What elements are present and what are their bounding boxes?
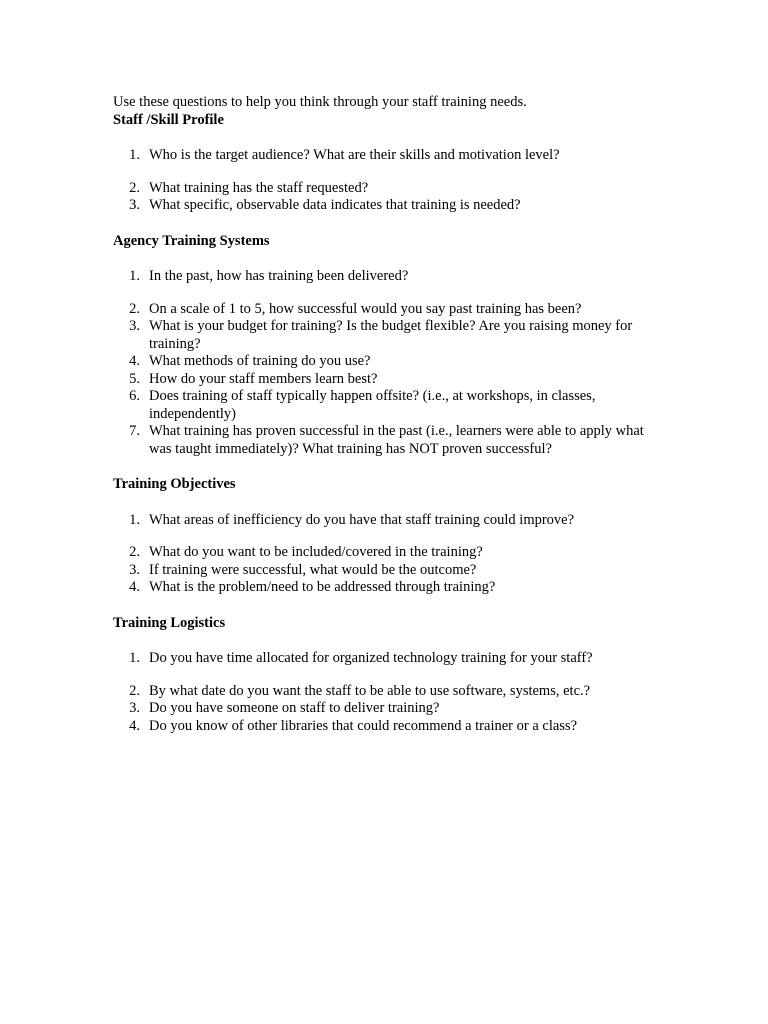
section-heading: Staff /Skill Profile: [113, 111, 224, 128]
list-number: 4.: [129, 579, 140, 595]
list-item: [113, 544, 653, 562]
list-item: [113, 512, 653, 530]
list-item: [113, 353, 653, 371]
list-number: 2.: [129, 179, 140, 196]
list-text: Do you have time allocated for organized technology training for your staff?: [149, 650, 593, 666]
list-number: 1.: [129, 147, 140, 163]
list-text: What do you want to be included/covered in the training?: [149, 544, 483, 560]
list-text: What methods of training do you use?: [149, 353, 371, 369]
list-item: [113, 423, 653, 458]
section-staff-skill-profile: [113, 112, 653, 215]
question-list: [113, 650, 653, 735]
section-heading: Training Logistics: [113, 614, 226, 631]
list-text: What is your budget for training? Is the budget flexible? Are you raising money for training?: [149, 318, 633, 352]
list-number: 6.: [129, 388, 140, 404]
list-item: [113, 180, 653, 198]
list-text: Do you have someone on staff to deliver training?: [149, 700, 440, 716]
list-text: Who is the target audience? What are their skills and motivation level?: [149, 147, 560, 163]
list-item: [113, 268, 653, 286]
list-text: How do your staff members learn best?: [149, 370, 378, 387]
question-list: [113, 512, 653, 597]
list-number: 7.: [129, 423, 140, 439]
question-list: [113, 147, 653, 215]
section-heading: Training Objectives: [113, 476, 236, 492]
list-item: [113, 579, 653, 597]
list-number: 1.: [129, 650, 140, 666]
list-number: 1.: [129, 268, 140, 284]
section-heading: Agency Training Systems: [113, 232, 270, 249]
list-number: 4.: [129, 717, 140, 734]
list-number: 2.: [129, 300, 140, 317]
list-number: 1.: [129, 511, 140, 528]
list-item: [113, 388, 653, 423]
list-text: What specific, observable data indicates that training is needed?: [149, 197, 521, 213]
list-item: [113, 301, 653, 319]
list-item: [113, 147, 653, 165]
list-item: [113, 562, 653, 580]
list-text: What training has the staff requested?: [149, 179, 369, 196]
question-list: [113, 268, 653, 458]
list-item: [113, 700, 653, 718]
list-text: Does training of staff typically happen offsite? (i.e., at workshops, in classes, independently): [149, 388, 596, 422]
list-number: 3.: [129, 318, 140, 334]
list-number: 2.: [129, 682, 140, 699]
list-text: What training has proven successful in the past (i.e., learners were able to apply what was taught immediately)? What training has NOT proven successful?: [149, 423, 644, 457]
list-item: [113, 683, 653, 701]
list-text: What is the problem/need to be addressed through training?: [149, 579, 496, 595]
list-text: In the past, how has training been delivered?: [149, 268, 409, 284]
list-text: Do you know of other libraries that could recommend a trainer or a class?: [149, 717, 578, 734]
list-item: [113, 650, 653, 668]
list-item: [113, 371, 653, 389]
list-number: 3.: [129, 561, 140, 578]
list-number: 3.: [129, 700, 140, 716]
list-text: If training were successful, what would be the outcome?: [149, 561, 477, 578]
section-agency-training-systems: [113, 233, 653, 459]
list-item: [113, 318, 653, 353]
list-item: [113, 197, 653, 215]
list-number: 2.: [129, 544, 140, 560]
list-number: 4.: [129, 353, 140, 369]
list-text: By what date do you want the staff to be able to use software, systems, etc.?: [149, 682, 591, 699]
list-number: 3.: [129, 197, 140, 213]
section-training-logistics: [113, 615, 653, 736]
list-item: [113, 718, 653, 736]
list-text: On a scale of 1 to 5, how successful would you say past training has been?: [149, 300, 582, 317]
document-body: [113, 94, 653, 735]
section-training-objectives: [113, 476, 653, 597]
list-number: 5.: [129, 370, 140, 387]
list-text: What areas of inefficiency do you have that staff training could improve?: [149, 511, 575, 528]
intro-text: Use these questions to help you think through your staff training needs.: [113, 94, 527, 110]
